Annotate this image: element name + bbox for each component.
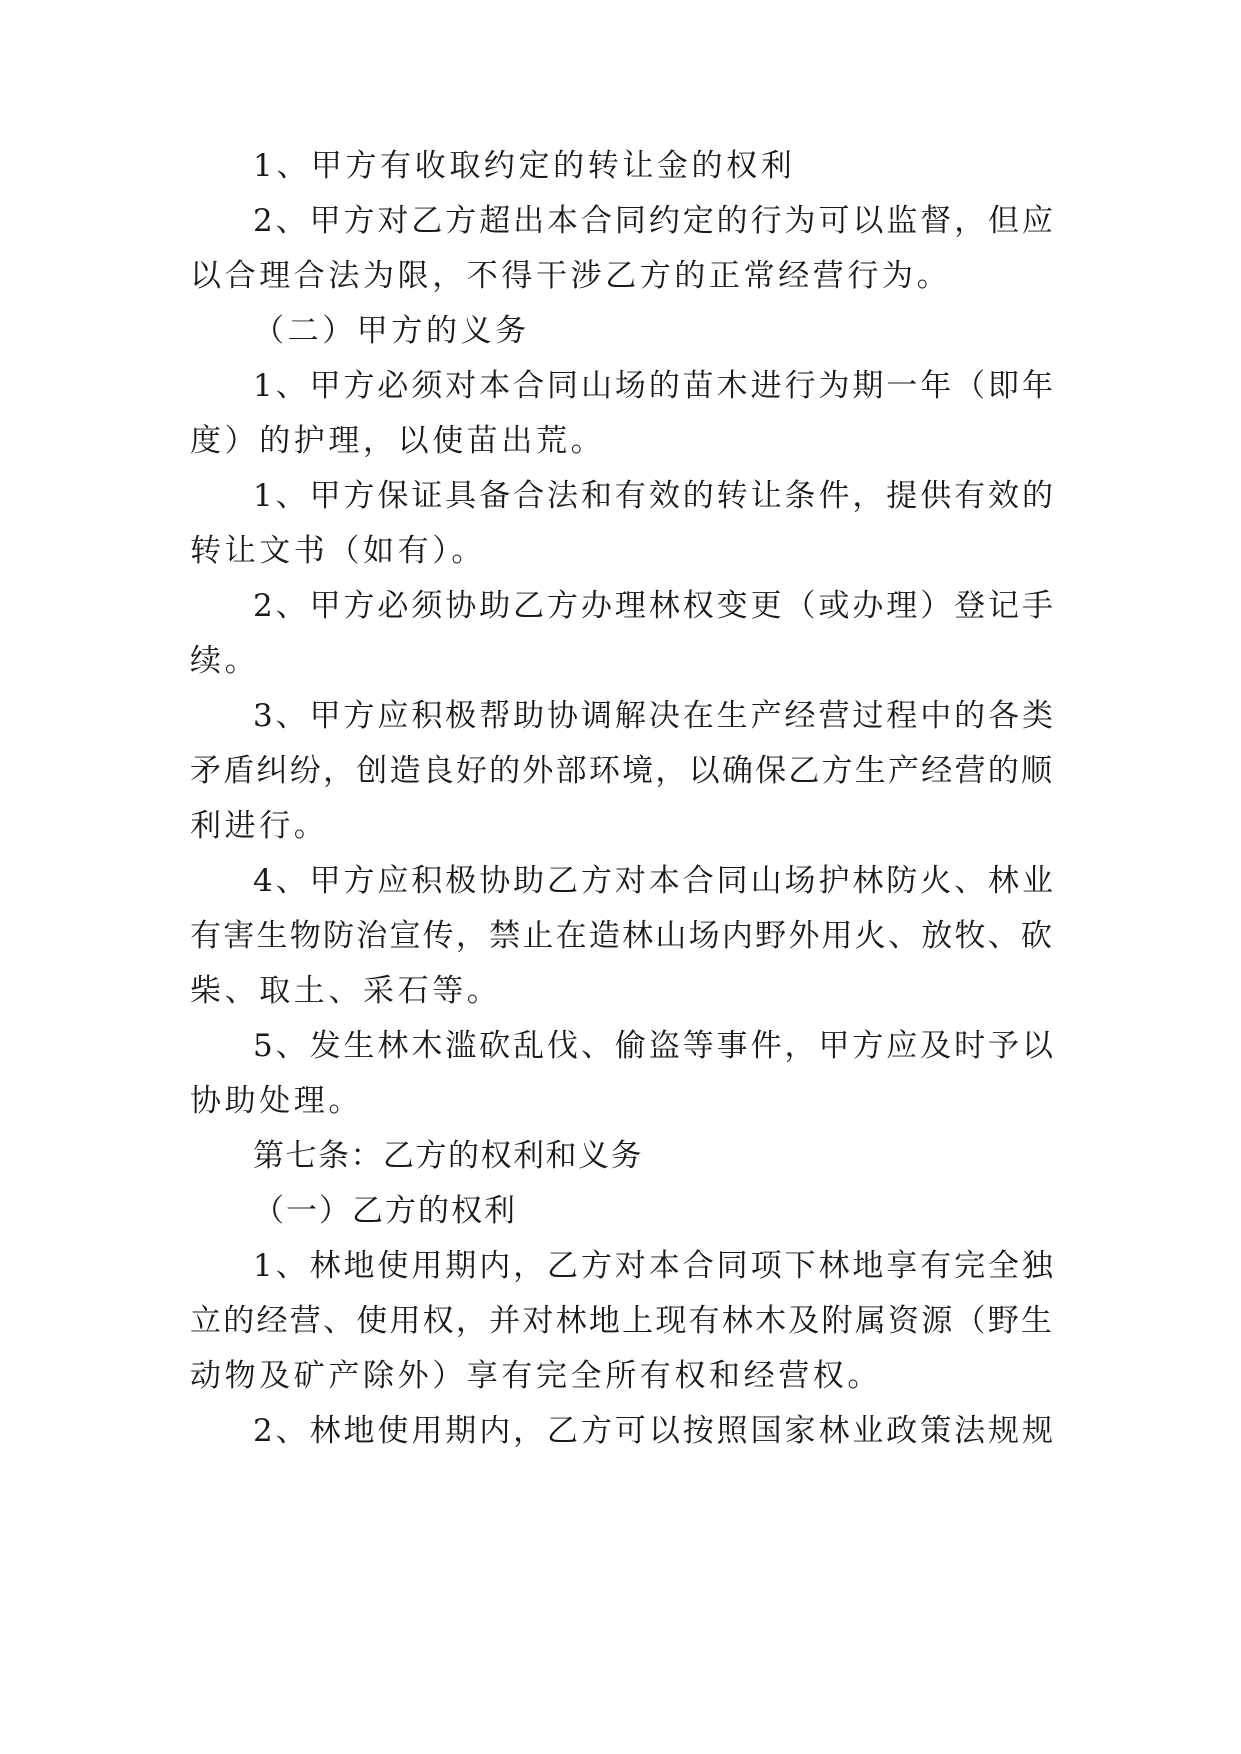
paragraph-line-2: 2、甲方对乙方超出本合同约定的行为可以监督，但应 (253, 203, 1053, 239)
paragraph-line-1: 1、甲方有收取约定的转让金的权利 (253, 148, 796, 184)
paragraph-line-7: 1、甲方保证具备合法和有效的转让条件，提供有效的 (253, 478, 1053, 514)
paragraph-line-8: 转让文书（如有）。 (190, 533, 486, 569)
paragraph-line-24: 2、林地使用期内，乙方可以按照国家林业政策法规规 (253, 1413, 1053, 1449)
paragraph-line-5: 1、甲方必须对本合同山场的苗木进行为期一年（即年 (253, 368, 1053, 404)
paragraph-line-21: 1、林地使用期内，乙方对本合同项下林地享有完全独 (253, 1248, 1053, 1284)
article-heading-7: 第七条：乙方的权利和义务 (253, 1138, 643, 1174)
paragraph-line-6: 度）的护理，以使苗出荒。 (190, 423, 606, 459)
paragraph-line-15: 有害生物防治宣传，禁止在造林山场内野外用火、放牧、砍 (190, 918, 1052, 954)
paragraph-line-9: 2、甲方必须协助乙方办理林权变更（或办理）登记手 (253, 588, 1053, 624)
paragraph-line-14: 4、甲方应积极协助乙方对本合同山场护林防火、林业 (253, 863, 1053, 899)
paragraph-line-17: 5、发生林木滥砍乱伐、偷盗等事件，甲方应及时予以 (253, 1028, 1053, 1064)
paragraph-line-16: 柴、取土、采石等。 (190, 973, 502, 1009)
paragraph-line-12: 矛盾纠纷，创造良好的外部环境，以确保乙方生产经营的顺 (190, 753, 1052, 789)
paragraph-line-23: 动物及矿产除外）享有完全所有权和经营权。 (190, 1358, 882, 1394)
section-heading-party-a-obligations: （二）甲方的义务 (253, 313, 530, 349)
paragraph-line-10: 续。 (190, 643, 260, 679)
section-heading-party-b-rights: （一）乙方的权利 (253, 1193, 517, 1229)
paragraph-line-18: 协助处理。 (190, 1083, 363, 1119)
paragraph-line-13: 利进行。 (190, 808, 329, 844)
paragraph-line-22: 立的经营、使用权，并对林地上现有林木及附属资源（野生 (190, 1303, 1052, 1339)
paragraph-line-3: 以合理合法为限，不得干涉乙方的正常经营行为。 (190, 258, 952, 294)
paragraph-line-11: 3、甲方应积极帮助协调解决在生产经营过程中的各类 (253, 698, 1053, 734)
